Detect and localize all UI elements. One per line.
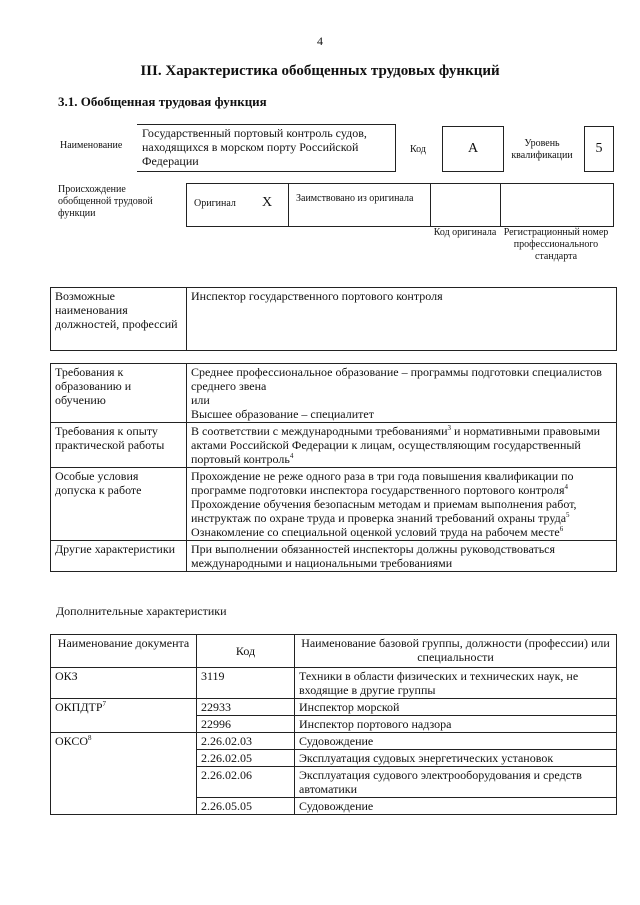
table-header-row bbox=[51, 635, 617, 668]
header-name: Наименование базовой группы, должности (профессии) или специальности bbox=[295, 635, 617, 668]
education-line: Высшее образование – специалитет bbox=[191, 407, 374, 421]
name-cell: Техники в области физических и технических наук, не входящие в другие группы bbox=[295, 668, 617, 699]
code-cell: 2.26.02.03 bbox=[197, 733, 295, 750]
code-cell: 2.26.02.06 bbox=[197, 767, 295, 798]
requirement-label: Требования к опыту практической работы bbox=[51, 423, 187, 468]
footnote-ref: 7 bbox=[102, 700, 107, 708]
doc-cell: ОКЗ bbox=[51, 668, 197, 699]
footnote-ref: 3 bbox=[447, 424, 451, 432]
code-cell: 2.26.05.05 bbox=[197, 798, 295, 815]
code-box bbox=[442, 126, 504, 172]
name-cell: Судовождение bbox=[295, 733, 617, 750]
education-line: Среднее профессиональное образование – программы подготовки специалистов среднего звена bbox=[191, 365, 602, 393]
requirement-value: Прохождение не реже одного раза в три года повышения квалификации по программе подготовки инспектора государственного портового контроля$^4$ Прохождение обучения безопасным методам и приемам выполнения работ, инструктаж по охране труда и проверка знаний требований охраны труда$^5$ Ознакомление со специальной оценкой условий труда на рабочем месте$^6$ bbox=[187, 468, 617, 541]
code-cell: 3119 bbox=[197, 668, 295, 699]
requirement-row bbox=[51, 364, 617, 423]
requirement-row bbox=[51, 468, 617, 541]
table-row bbox=[51, 668, 617, 699]
header-code: Код bbox=[197, 635, 295, 668]
footnote-ref: 5 bbox=[566, 511, 570, 519]
code-value: А bbox=[467, 141, 479, 156]
requirement-label: Другие характеристики bbox=[51, 541, 187, 572]
code-cell: 22996 bbox=[197, 716, 295, 733]
requirements-table bbox=[50, 363, 617, 572]
requirement-row bbox=[51, 541, 617, 572]
code-cell: 22933 bbox=[197, 699, 295, 716]
doc-cell: ОКСО$^8$ bbox=[51, 733, 197, 815]
footnote-ref: 8 bbox=[88, 734, 92, 742]
origin-box bbox=[186, 183, 614, 227]
original-label: Оригинал bbox=[194, 198, 236, 209]
table-row bbox=[51, 699, 617, 716]
requirement-row bbox=[51, 423, 617, 468]
page-number: 4 bbox=[317, 34, 323, 48]
doc-cell: ОКПДТР$^7$ bbox=[51, 699, 197, 733]
function-name-box bbox=[137, 124, 396, 172]
requirement-value bbox=[187, 364, 617, 423]
name-label: Наименование bbox=[60, 140, 123, 151]
code-label: Код bbox=[410, 144, 426, 155]
positions-table bbox=[50, 287, 617, 351]
level-label: Уровень квалификации bbox=[511, 138, 573, 161]
header-document: Наименование документа bbox=[51, 635, 197, 668]
name-cell: Инспектор морской bbox=[295, 699, 617, 716]
requirement-value: В соответствии с международными требованиями$^3$ и нормативными правовыми актами Российской Федерации к лицам, осуществляющим государственный портовый контроль$^4$ bbox=[187, 423, 617, 468]
origin-label: Происхождение обобщенной трудовой функции bbox=[58, 184, 153, 219]
code-original-label: Код оригинала bbox=[433, 227, 497, 238]
footnote-ref: 4 bbox=[289, 452, 294, 460]
footnote-ref: 6 bbox=[559, 525, 564, 533]
level-value: 5 bbox=[595, 141, 603, 156]
section-title: III. Характеристика обобщенных трудовых функций bbox=[140, 63, 500, 79]
education-line: или bbox=[191, 393, 210, 407]
name-cell: Эксплуатация судовых энергетических установок bbox=[295, 750, 617, 767]
borrowed-label: Заимствовано из оригинала bbox=[296, 193, 414, 204]
requirement-value: При выполнении обязанностей инспекторы должны руководствоваться международными и национальными требованиями bbox=[187, 541, 617, 572]
table-row bbox=[51, 733, 617, 750]
name-cell: Судовождение bbox=[295, 798, 617, 815]
additional-title: Дополнительные характеристики bbox=[56, 604, 227, 618]
footnote-ref: 4 bbox=[564, 483, 568, 491]
code-cell: 2.26.02.05 bbox=[197, 750, 295, 767]
function-name-value: Государственный портовый контроль судов, находящихся в морском порту Российской Федерации bbox=[142, 126, 367, 168]
subsection-title: 3.1. Обобщенная трудовая функция bbox=[58, 94, 267, 109]
additional-table bbox=[50, 634, 617, 815]
positions-label: Возможные наименования должностей, профессий bbox=[51, 288, 187, 351]
positions-value: Инспектор государственного портового контроля bbox=[187, 288, 617, 351]
name-cell: Эксплуатация судового электрооборудования и средств автоматики bbox=[295, 767, 617, 798]
name-cell: Инспектор портового надзора bbox=[295, 716, 617, 733]
reg-number-label: Регистрационный номер профессионального стандарта bbox=[503, 227, 609, 262]
positions-row bbox=[51, 288, 617, 351]
level-box bbox=[584, 126, 614, 172]
original-mark: Х bbox=[262, 195, 273, 210]
requirement-label: Особые условия допуска к работе bbox=[51, 468, 187, 541]
requirement-label: Требования к образованию и обучению bbox=[51, 364, 187, 423]
